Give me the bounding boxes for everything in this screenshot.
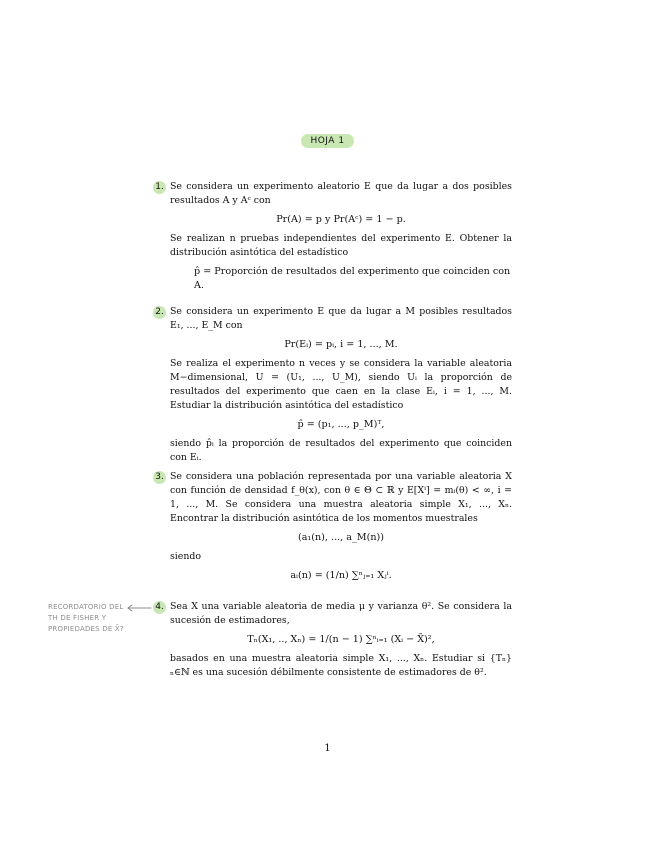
problem-2: [170, 305, 512, 465]
problem-number-1: 1.: [153, 181, 166, 194]
problem-1-text: Se considera un experimento aleatorio E que da lugar a dos posibles resultados A y Aᶜ con: [170, 181, 512, 206]
problem-2-equation-1: Pr(Eᵢ) = pᵢ, i = 1, ..., M.: [284, 339, 398, 350]
problem-1-text-2: Se realizan n pruebas independientes del experimento E. Obtener la distribución asintótica del estadístico: [170, 233, 512, 258]
problem-number-3: 3.: [153, 471, 166, 484]
problem-2-text-3: siendo p̂ᵢ la proporción de resultados del experimento que coinciden con Eᵢ.: [170, 438, 512, 463]
problem-number-2: 2.: [153, 306, 166, 319]
problem-4-equation-1: Tₙ(X₁, .., Xₙ) = 1/(n − 1) ∑ⁿᵢ₌₁ (Xᵢ − X̄)²,: [247, 634, 435, 645]
problem-1-equation-1: Pr(A) = p y Pr(Aᶜ) = 1 − p.: [276, 214, 406, 225]
sheet-title-badge: HOJA 1: [301, 134, 354, 148]
problem-1-equation-2: p̂ = Proporción de resultados del experimento que coinciden con A.: [194, 266, 511, 291]
problem-1: [170, 180, 512, 293]
problem-3-text: Se considera una población representada por una variable aleatoria X con función de densidad f_θ(x), con θ ∈ Θ ⊂ ℝ y E[Xⁱ] = mᵢ(θ) < ∞, i = 1, ..., M. Se considera una muestra aleatoria simple X₁, ..., Xₙ. Encontrar la distribución asintótica de los momentos muestrales: [170, 471, 512, 524]
problem-3-equation-2: aᵢ(n) = (1/n) ∑ⁿⱼ₌₁ Xⱼⁱ.: [290, 570, 392, 581]
problem-2-text-2: Se realiza el experimento n veces y se considera la variable aleatoria M−dimensional, U = (U₁, ..., U_M), siendo Uᵢ la proporción de resultados del experimento que caen en la clase Eᵢ, i = 1, ..., M. Estudiar la distribución asintótica del estadístico: [170, 358, 512, 411]
problem-2-equation-2: p̂ = (p₁, ..., p_M)ᵀ,: [297, 419, 385, 430]
problem-3: [170, 470, 512, 588]
problem-2-text: Se considera un experimento E que da lugar a M posibles resultados E₁, ..., E_M con: [170, 306, 512, 331]
margin-arrow-icon: [126, 604, 152, 612]
problem-number-4: 4.: [153, 601, 166, 614]
problem-4-text-2: basados en una muestra aleatoria simple X₁, ..., Xₙ. Estudiar si {Tₙ}ₙ∈ℕ es una sucesión débilmente consistente de estimadores de θ².: [170, 653, 512, 678]
problem-3-equation-1: (a₁(n), ..., a_M(n)): [297, 532, 385, 543]
handwritten-margin-note: RECORDATORIO DEL TH DE FISHER Y PROPIEDADES DE X̄?: [48, 603, 124, 633]
problem-3-text-2: siendo: [170, 551, 202, 562]
problem-4-text: Sea X una variable aleatoria de media μ y varianza θ². Se considera la sucesión de estimadores,: [170, 601, 512, 626]
page-number: 1: [324, 743, 331, 754]
problem-4: [170, 600, 512, 680]
